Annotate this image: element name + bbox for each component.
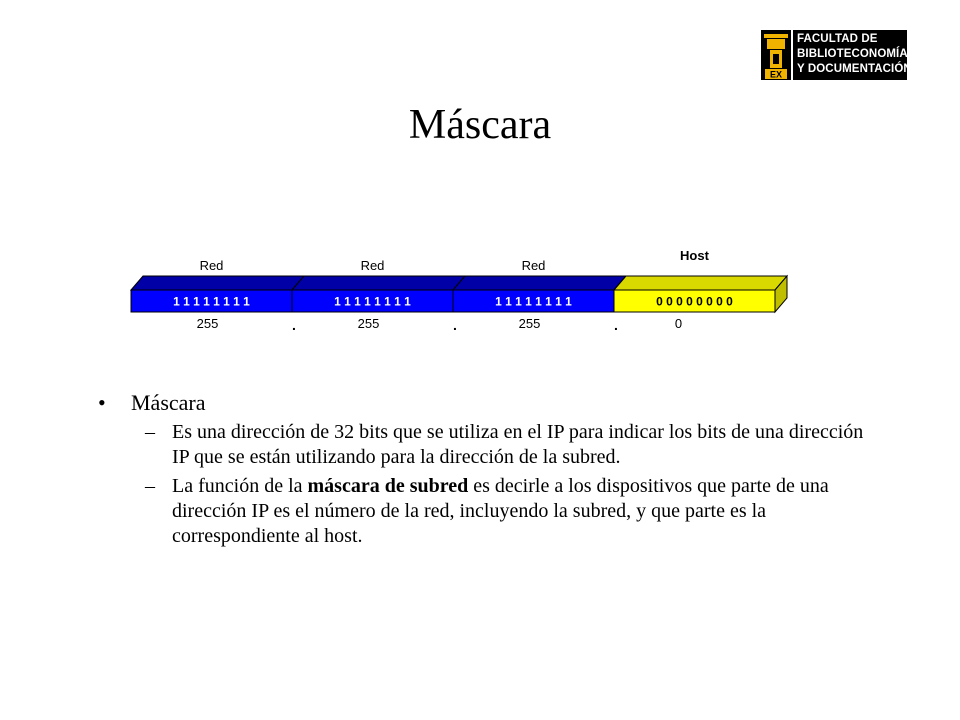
svg-text:EX: EX (769, 69, 783, 80)
segment-label: Red (360, 258, 385, 273)
segment-label: Host (680, 248, 709, 263)
segment-top-face (292, 276, 465, 290)
segment-value: 255 (518, 316, 541, 331)
sub-bullet-2-post: es decirle a los dispositivos que parte de una dirección IP es el número de la red, incluyendo la subred, y que parte es la correspondiente al host. (172, 475, 829, 547)
slide-title: Máscara (408, 102, 552, 148)
sub-bullet-1-text: Es una dirección de 32 bits que se utiliza en el IP para indicar los bits de una dirección IP que se están utilizando para la dirección de la subred. (172, 421, 864, 468)
separator-dot: . (292, 317, 296, 333)
bullet-text: Máscara (131, 390, 206, 415)
segment-top-face (453, 276, 626, 290)
segment-bits: 1 1 1 1 1 1 1 1 (495, 294, 572, 309)
segment-top-face (131, 276, 304, 290)
subnet-mask-term: máscara de subred (307, 475, 469, 497)
segment-label: Red (199, 258, 224, 273)
segment-bits: 0 0 0 0 0 0 0 0 (656, 294, 733, 309)
sub-bullet-2-text (172, 475, 829, 547)
segment-bits: 1 1 1 1 1 1 1 1 (334, 294, 411, 309)
segment-value: 0 (674, 316, 683, 331)
segment-value: 255 (357, 316, 380, 331)
separator-dot: . (453, 317, 457, 333)
logo-line-2: BIBLIOTECONOMÍA (797, 48, 908, 60)
segment-label: Red (521, 258, 546, 273)
bullet-item-main (98, 390, 878, 416)
segment-value: 255 (196, 316, 219, 331)
separator-dot: . (614, 317, 618, 333)
segment-top-face (614, 276, 787, 290)
segment-bits: 1 1 1 1 1 1 1 1 (173, 294, 250, 309)
bullet-list (98, 390, 878, 549)
dash-marker: – (145, 421, 155, 443)
dash-marker: – (145, 475, 155, 497)
logo-line-1: FACULTAD DE (797, 33, 878, 45)
sub-bullet-2 (98, 474, 878, 549)
sub-bullet-2-pre: La función de la (172, 475, 308, 497)
sub-bullet-1 (98, 420, 878, 470)
bullet-marker: • (98, 390, 106, 415)
logo-line-3: Y DOCUMENTACIÓN (797, 63, 912, 75)
